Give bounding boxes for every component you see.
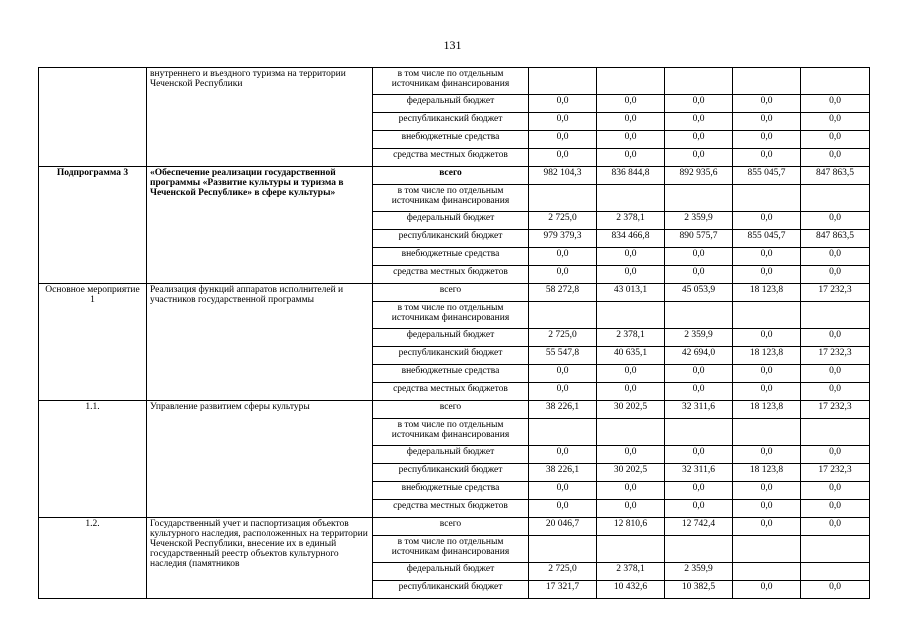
amount-cell: 979 379,3	[529, 230, 597, 248]
funding-source-label: всего	[373, 167, 529, 185]
amount-cell: 0,0	[801, 500, 870, 518]
amount-cell: 10 432,6	[597, 581, 665, 599]
funding-source-label: средства местных бюджетов	[373, 500, 529, 518]
funding-source-label: всего	[373, 518, 529, 536]
funding-source-label: в том числе по отдельным источникам финансирования	[373, 419, 529, 446]
amount-cell: 0,0	[665, 95, 733, 113]
amount-cell: 17 232,3	[801, 464, 870, 482]
amount-cell: 20 046,7	[529, 518, 597, 536]
amount-cell	[597, 419, 665, 446]
amount-cell: 0,0	[733, 266, 801, 284]
amount-cell: 0,0	[801, 95, 870, 113]
amount-cell	[597, 302, 665, 329]
amount-cell: 834 466,8	[597, 230, 665, 248]
amount-cell: 847 863,5	[801, 167, 870, 185]
amount-cell: 0,0	[665, 149, 733, 167]
amount-cell: 2 378,1	[597, 212, 665, 230]
amount-cell: 45 053,9	[665, 284, 733, 302]
amount-cell: 17 232,3	[801, 401, 870, 419]
amount-cell: 17 321,7	[529, 581, 597, 599]
amount-cell: 0,0	[597, 266, 665, 284]
amount-cell: 0,0	[665, 482, 733, 500]
amount-cell: 0,0	[801, 131, 870, 149]
funding-source-label: федеральный бюджет	[373, 95, 529, 113]
amount-cell: 892 935,6	[665, 167, 733, 185]
funding-source-label: федеральный бюджет	[373, 212, 529, 230]
amount-cell: 17 232,3	[801, 347, 870, 365]
funding-source-label: средства местных бюджетов	[373, 383, 529, 401]
amount-cell: 30 202,5	[597, 401, 665, 419]
amount-cell: 2 725,0	[529, 563, 597, 581]
funding-source-label: внебюджетные средства	[373, 131, 529, 149]
funding-table	[38, 67, 870, 599]
amount-cell: 32 311,6	[665, 464, 733, 482]
amount-cell: 0,0	[801, 149, 870, 167]
funding-source-label: в том числе по отдельным источникам финансирования	[373, 536, 529, 563]
amount-cell: 0,0	[733, 365, 801, 383]
funding-source-label: республиканский бюджет	[373, 113, 529, 131]
amount-cell: 0,0	[597, 365, 665, 383]
amount-cell: 0,0	[801, 383, 870, 401]
amount-cell: 0,0	[529, 95, 597, 113]
amount-cell	[733, 563, 801, 581]
amount-cell: 0,0	[597, 113, 665, 131]
amount-cell	[529, 68, 597, 95]
amount-cell: 0,0	[529, 482, 597, 500]
table-row	[39, 518, 870, 536]
amount-cell: 38 226,1	[529, 464, 597, 482]
table-row	[39, 401, 870, 419]
amount-cell	[597, 185, 665, 212]
amount-cell: 0,0	[665, 500, 733, 518]
amount-cell: 0,0	[597, 482, 665, 500]
funding-source-label: республиканский бюджет	[373, 347, 529, 365]
amount-cell: 855 045,7	[733, 167, 801, 185]
amount-cell: 0,0	[529, 365, 597, 383]
amount-cell	[529, 419, 597, 446]
amount-cell: 0,0	[801, 329, 870, 347]
amount-cell: 38 226,1	[529, 401, 597, 419]
amount-cell: 0,0	[801, 365, 870, 383]
program-title: Государственный учет и паспортизация объектов культурного наследия, расположенных на территории Чеченской Республики, внесение их в единый государственный реестр объектов культурного наследия (памятников	[147, 518, 373, 599]
amount-cell: 18 123,8	[733, 284, 801, 302]
program-title: Управление развитием сферы культуры	[147, 401, 373, 518]
amount-cell: 0,0	[597, 131, 665, 149]
amount-cell	[733, 536, 801, 563]
program-title: внутреннего и въездного туризма на территории Чеченской Республики	[147, 68, 373, 167]
funding-source-label: республиканский бюджет	[373, 464, 529, 482]
program-code: 1.1.	[39, 401, 147, 518]
amount-cell	[733, 302, 801, 329]
amount-cell: 0,0	[801, 113, 870, 131]
funding-source-label: внебюджетные средства	[373, 365, 529, 383]
amount-cell: 2 725,0	[529, 329, 597, 347]
amount-cell: 0,0	[801, 266, 870, 284]
amount-cell: 0,0	[733, 500, 801, 518]
amount-cell: 0,0	[733, 212, 801, 230]
funding-source-label: внебюджетные средства	[373, 248, 529, 266]
amount-cell: 0,0	[733, 446, 801, 464]
amount-cell: 32 311,6	[665, 401, 733, 419]
program-code: Подпрограмма 3	[39, 167, 147, 284]
program-code	[39, 68, 147, 167]
amount-cell: 2 378,1	[597, 329, 665, 347]
amount-cell: 0,0	[597, 95, 665, 113]
amount-cell	[733, 419, 801, 446]
amount-cell: 0,0	[733, 149, 801, 167]
amount-cell: 18 123,8	[733, 464, 801, 482]
amount-cell	[665, 185, 733, 212]
program-code: Основное мероприятие 1	[39, 284, 147, 401]
page-number: 131	[443, 38, 462, 52]
amount-cell	[801, 302, 870, 329]
amount-cell: 0,0	[733, 113, 801, 131]
amount-cell	[801, 68, 870, 95]
amount-cell: 0,0	[733, 329, 801, 347]
amount-cell: 0,0	[733, 95, 801, 113]
amount-cell	[597, 68, 665, 95]
funding-source-label: средства местных бюджетов	[373, 266, 529, 284]
amount-cell: 2 359,9	[665, 563, 733, 581]
funding-source-label: всего	[373, 401, 529, 419]
amount-cell: 855 045,7	[733, 230, 801, 248]
funding-source-label: средства местных бюджетов	[373, 149, 529, 167]
program-title: Реализация функций аппаратов исполнителей и участников государственной программы	[147, 284, 373, 401]
amount-cell: 10 382,5	[665, 581, 733, 599]
amount-cell	[665, 302, 733, 329]
amount-cell: 0,0	[801, 581, 870, 599]
amount-cell: 0,0	[597, 149, 665, 167]
amount-cell: 55 547,8	[529, 347, 597, 365]
amount-cell: 0,0	[665, 383, 733, 401]
amount-cell: 0,0	[665, 446, 733, 464]
amount-cell: 0,0	[665, 113, 733, 131]
amount-cell: 847 863,5	[801, 230, 870, 248]
amount-cell: 0,0	[733, 482, 801, 500]
funding-source-label: республиканский бюджет	[373, 230, 529, 248]
funding-source-label: в том числе по отдельным источникам финансирования	[373, 185, 529, 212]
amount-cell: 0,0	[801, 248, 870, 266]
amount-cell	[801, 419, 870, 446]
amount-cell: 0,0	[529, 383, 597, 401]
amount-cell: 0,0	[665, 365, 733, 383]
amount-cell: 0,0	[733, 581, 801, 599]
amount-cell: 0,0	[665, 266, 733, 284]
amount-cell	[597, 536, 665, 563]
amount-cell: 0,0	[529, 446, 597, 464]
amount-cell	[529, 302, 597, 329]
amount-cell: 0,0	[597, 446, 665, 464]
amount-cell: 0,0	[665, 131, 733, 149]
amount-cell	[665, 419, 733, 446]
amount-cell	[801, 563, 870, 581]
amount-cell: 43 013,1	[597, 284, 665, 302]
amount-cell: 0,0	[801, 446, 870, 464]
amount-cell: 0,0	[801, 482, 870, 500]
amount-cell: 0,0	[597, 248, 665, 266]
table-row	[39, 284, 870, 302]
amount-cell: 0,0	[733, 131, 801, 149]
amount-cell: 0,0	[529, 149, 597, 167]
amount-cell: 0,0	[665, 248, 733, 266]
amount-cell: 18 123,8	[733, 347, 801, 365]
funding-source-label: внебюджетные средства	[373, 482, 529, 500]
amount-cell	[529, 536, 597, 563]
amount-cell	[801, 185, 870, 212]
amount-cell: 0,0	[529, 131, 597, 149]
amount-cell: 42 694,0	[665, 347, 733, 365]
program-code: 1.2.	[39, 518, 147, 599]
amount-cell: 58 272,8	[529, 284, 597, 302]
amount-cell: 836 844,8	[597, 167, 665, 185]
amount-cell	[733, 185, 801, 212]
amount-cell	[529, 185, 597, 212]
amount-cell: 982 104,3	[529, 167, 597, 185]
amount-cell	[733, 68, 801, 95]
funding-source-label: в том числе по отдельным источникам финансирования	[373, 68, 529, 95]
amount-cell: 0,0	[529, 500, 597, 518]
amount-cell: 890 575,7	[665, 230, 733, 248]
table-row	[39, 68, 870, 95]
amount-cell: 30 202,5	[597, 464, 665, 482]
amount-cell: 12 742,4	[665, 518, 733, 536]
funding-source-label: республиканский бюджет	[373, 581, 529, 599]
amount-cell: 2 359,9	[665, 329, 733, 347]
amount-cell: 0,0	[597, 383, 665, 401]
amount-cell: 0,0	[529, 113, 597, 131]
amount-cell: 0,0	[801, 212, 870, 230]
amount-cell: 0,0	[733, 518, 801, 536]
amount-cell: 0,0	[529, 248, 597, 266]
funding-source-label: всего	[373, 284, 529, 302]
funding-source-label: в том числе по отдельным источникам финансирования	[373, 302, 529, 329]
amount-cell: 0,0	[529, 266, 597, 284]
amount-cell: 40 635,1	[597, 347, 665, 365]
amount-cell: 18 123,8	[733, 401, 801, 419]
amount-cell: 2 378,1	[597, 563, 665, 581]
amount-cell: 12 810,6	[597, 518, 665, 536]
amount-cell: 0,0	[597, 500, 665, 518]
amount-cell: 0,0	[733, 248, 801, 266]
funding-source-label: федеральный бюджет	[373, 329, 529, 347]
amount-cell	[801, 536, 870, 563]
amount-cell: 0,0	[801, 518, 870, 536]
funding-source-label: федеральный бюджет	[373, 446, 529, 464]
amount-cell: 2 725,0	[529, 212, 597, 230]
program-title: «Обеспечение реализации государственной программы «Развитие культуры и туризма в Чеченской Республике» в сфере культуры»	[147, 167, 373, 284]
amount-cell	[665, 68, 733, 95]
amount-cell: 17 232,3	[801, 284, 870, 302]
amount-cell: 2 359,9	[665, 212, 733, 230]
funding-source-label: федеральный бюджет	[373, 563, 529, 581]
amount-cell	[665, 536, 733, 563]
amount-cell: 0,0	[733, 383, 801, 401]
table-row	[39, 167, 870, 185]
